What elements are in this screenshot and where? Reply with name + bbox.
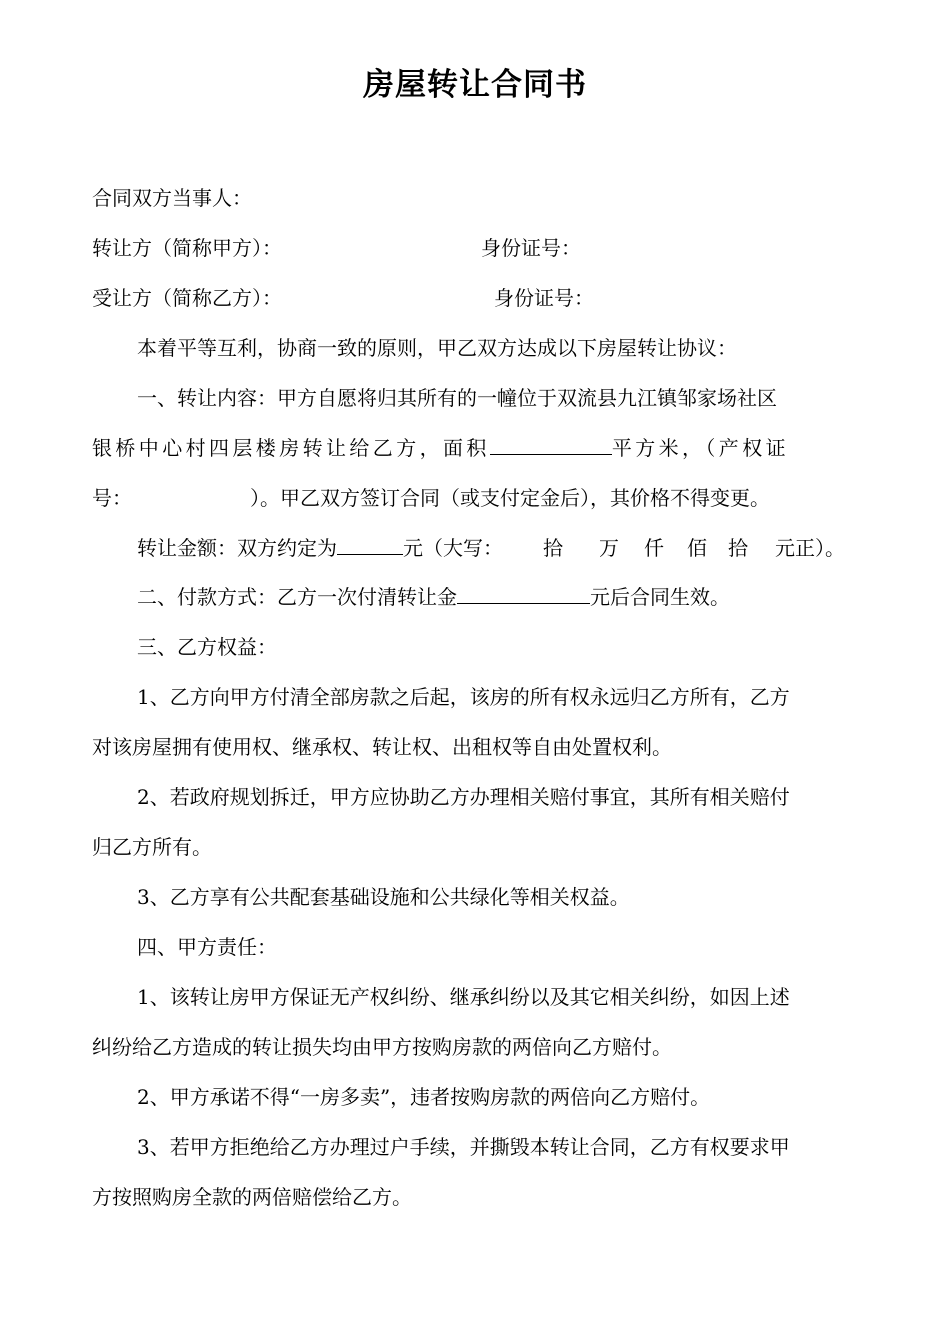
section-4-2: 2、甲方承诺不得“一房多卖”，违者按购房款的两倍向乙方赔付。 [137,1085,711,1109]
section-1-text-3b: ）。甲乙双方签订合同（或支付定金后），其价格不得变更。 [250,486,770,510]
unit-qian: 仟 [644,536,664,560]
section-4-3-line-2: 方按照购房全款的两倍赔偿给乙方。 [92,1185,412,1209]
party-b-id-label: 身份证号： [494,286,594,310]
section-3-2-line-2: 归乙方所有。 [92,835,212,859]
section-3-2-line-1: 2、若政府规划拆迁，甲方应协助乙方办理相关赔付事宜，其所有相关赔付 [137,785,790,809]
party-a-id-label: 身份证号： [481,236,581,260]
section-1-text-2a: 银桥中心村四层楼房转让给乙方，面积 [92,436,490,460]
amount-label: 转让金额：双方约定为 [137,536,337,560]
payment-blank [457,585,590,604]
section-2 [137,582,867,612]
amount-row [137,533,867,563]
section-4-1-line-2: 纠纷给乙方造成的转让损失均由甲方按购房款的两倍向乙方赔付。 [92,1035,672,1059]
amount-blank [337,536,403,555]
parties-intro: 合同双方当事人： [92,186,252,210]
party-a-row [92,233,867,263]
section-1-line-3 [92,483,867,513]
section-3-1-line-2: 对该房屋拥有使用权、继承权、转让权、出租权等自由处置权利。 [92,735,672,759]
section-2-text-a: 二、付款方式：乙方一次付清转让金 [137,585,457,609]
section-1-line-1 [137,383,867,413]
amount-end: 元正）。 [775,536,845,560]
amount-daxie-label: 元（大写： [403,536,503,560]
party-b-label: 受让方（简称乙方）： [92,286,282,310]
section-4-3-line-1: 3、若甲方拒绝给乙方办理过户手续，并撕毁本转让合同，乙方有权要求甲 [137,1135,790,1159]
section-3-1-line-1: 1、乙方向甲方付清全部房款之后起，该房的所有权永远归乙方所有，乙方 [137,685,790,709]
section-1-text-2b: 平方米，（产权证 [611,436,790,460]
party-b-row [92,283,867,313]
preamble: 本着平等互利，协商一致的原则，甲乙双方达成以下房屋转让协议： [137,336,737,360]
unit-wan: 万 [599,536,619,560]
document-title: 房屋转让合同书 [363,67,587,103]
section-4-1-line-1: 1、该转让房甲方保证无产权纠纷、继承纠纷以及其它相关纠纷，如因上述 [137,985,790,1009]
party-a-label: 转让方（简称甲方）： [92,236,282,260]
unit-bai: 佰 [687,536,707,560]
section-1-text-3a: 号： [92,486,132,510]
section-1-text-1: 一、转让内容：甲方自愿将归其所有的一幢位于双流县九江镇邹家场社区 [137,386,777,410]
section-3-heading: 三、乙方权益： [137,635,277,659]
section-2-text-b: 元后合同生效。 [590,585,730,609]
section-1-line-2 [92,433,867,463]
section-3-3: 3、乙方享有公共配套基础设施和公共绿化等相关权益。 [137,885,630,909]
area-blank [490,436,612,455]
unit-shi-2: 拾 [728,536,748,560]
section-4-heading: 四、甲方责任： [137,935,277,959]
unit-shi-1: 拾 [543,536,563,560]
